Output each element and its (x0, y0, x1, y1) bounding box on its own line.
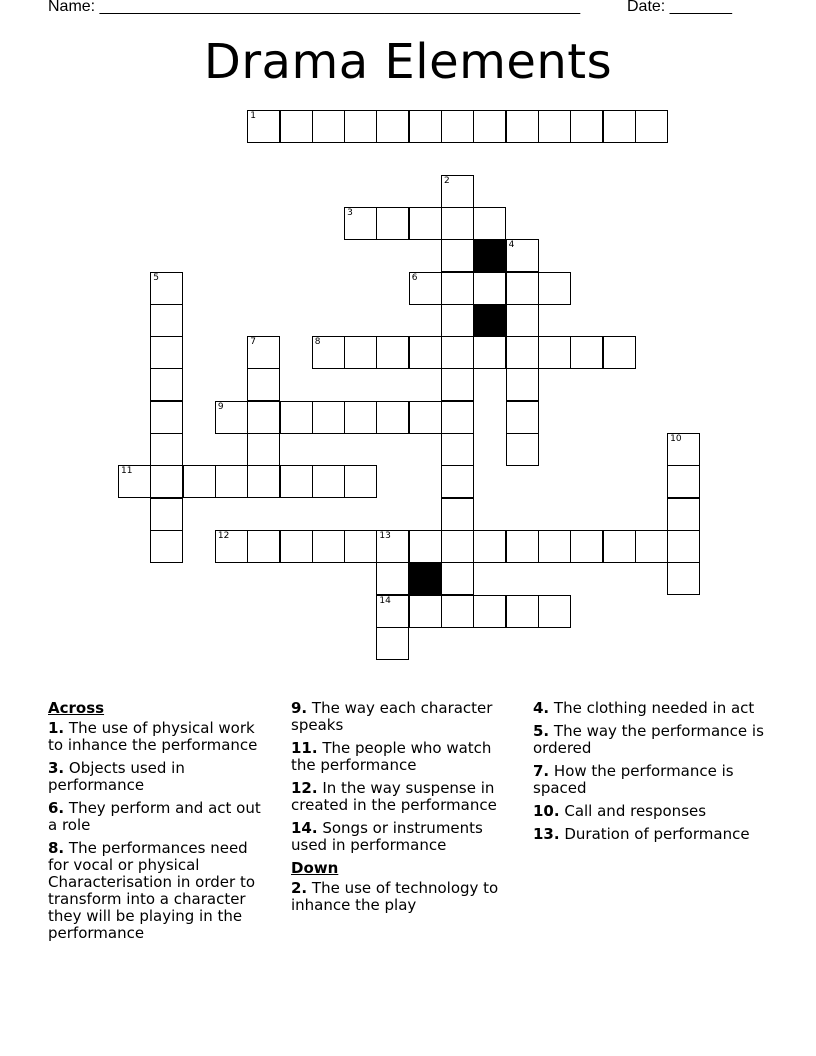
grid-cell[interactable] (441, 595, 474, 628)
grid-cell[interactable] (570, 110, 603, 143)
black-cell (409, 562, 442, 595)
grid-cell[interactable] (473, 110, 506, 143)
grid-cell[interactable] (441, 272, 474, 305)
clues-column-2 (291, 700, 516, 920)
down-clue-list-continued (533, 700, 768, 843)
grid-cell[interactable] (506, 595, 539, 628)
grid-cell[interactable] (441, 368, 474, 401)
clue-item-across (48, 720, 273, 754)
clue-text: The people who watch the performance (291, 739, 492, 774)
down-clue-list (291, 880, 516, 914)
grid-cell[interactable] (376, 336, 409, 369)
grid-cell[interactable] (667, 433, 700, 466)
clue-item-across (291, 820, 516, 854)
clue-item-down (291, 880, 516, 914)
grid-cell[interactable] (344, 207, 377, 240)
grid-cell[interactable] (441, 239, 474, 272)
grid-cell[interactable] (409, 530, 442, 563)
clue-item-down (533, 700, 768, 717)
grid-cell[interactable] (667, 465, 700, 498)
grid-cell[interactable] (280, 530, 313, 563)
clue-item-across (291, 780, 516, 814)
grid-cell[interactable] (280, 110, 313, 143)
clue-number-label: 4. (533, 699, 550, 717)
clue-number: 12 (217, 530, 230, 541)
grid-cell[interactable] (280, 401, 313, 434)
grid-cell[interactable] (409, 401, 442, 434)
clue-number: 8 (314, 337, 321, 348)
grid-cell[interactable] (280, 465, 313, 498)
grid-cell[interactable] (506, 401, 539, 434)
clues-column-3 (533, 700, 768, 849)
grid-cell[interactable] (603, 110, 636, 143)
grid-cell[interactable] (570, 530, 603, 563)
grid-cell[interactable] (376, 562, 409, 595)
black-cell (473, 239, 506, 272)
grid-cell[interactable] (667, 498, 700, 531)
grid-cell[interactable] (376, 401, 409, 434)
grid-cell[interactable] (150, 368, 183, 401)
grid-cell[interactable] (247, 336, 280, 369)
grid-cell[interactable] (150, 498, 183, 531)
grid-cell[interactable] (506, 530, 539, 563)
grid-cell[interactable] (344, 336, 377, 369)
clue-text: The clothing needed in act (549, 699, 755, 717)
grid-cell[interactable] (150, 401, 183, 434)
clue-number: 9 (217, 401, 224, 412)
grid-cell[interactable] (344, 530, 377, 563)
grid-cell[interactable] (150, 272, 183, 305)
clue-number: 13 (379, 530, 391, 541)
grid-cell[interactable] (376, 530, 409, 563)
grid-cell[interactable] (506, 239, 539, 272)
grid-cell[interactable] (506, 304, 539, 337)
clue-number-label: 14. (291, 819, 318, 837)
clue-number-label: 10. (533, 802, 560, 820)
clue-item-across (48, 800, 273, 834)
grid-cell[interactable] (506, 272, 539, 305)
grid-cell[interactable] (473, 207, 506, 240)
grid-cell[interactable] (312, 336, 345, 369)
across-clue-list (48, 720, 273, 942)
clue-item-down (533, 826, 768, 843)
clue-text: The way the performance is ordered (533, 722, 764, 757)
grid-cell[interactable] (409, 336, 442, 369)
grid-cell[interactable] (376, 207, 409, 240)
clue-text: The performances need for vocal or physical Characterisation in order to transform into a character they will be playing in the performance (48, 839, 255, 942)
name-field-label: Name: ______________________________________________________ (48, 0, 581, 15)
grid-cell[interactable] (312, 465, 345, 498)
across-clue-list-continued (291, 700, 516, 854)
grid-cell[interactable] (441, 465, 474, 498)
clue-text: Songs or instruments used in performance (291, 819, 483, 854)
grid-cell[interactable] (409, 272, 442, 305)
grid-cell[interactable] (409, 207, 442, 240)
grid-cell[interactable] (538, 530, 571, 563)
grid-cell[interactable] (441, 304, 474, 337)
grid-cell[interactable] (667, 530, 700, 563)
clue-number: 11 (121, 466, 133, 477)
grid-cell[interactable] (506, 433, 539, 466)
grid-cell[interactable] (506, 336, 539, 369)
clue-item-down (533, 723, 768, 757)
across-heading: Across (48, 699, 105, 717)
grid-cell[interactable] (506, 110, 539, 143)
grid-cell[interactable] (441, 336, 474, 369)
clue-number-label: 13. (533, 825, 560, 843)
grid-cell[interactable] (667, 562, 700, 595)
clue-number-label: 3. (48, 759, 65, 777)
clue-text: Call and responses (559, 802, 707, 820)
date-field-label: Date: _______ (627, 0, 732, 15)
clue-number: 6 (411, 272, 418, 283)
grid-cell[interactable] (473, 272, 506, 305)
grid-cell[interactable] (247, 401, 280, 434)
grid-cell[interactable] (441, 498, 474, 531)
grid-cell[interactable] (473, 530, 506, 563)
grid-cell[interactable] (215, 530, 248, 563)
grid-cell[interactable] (247, 110, 280, 143)
grid-cell[interactable] (441, 207, 474, 240)
clue-text: The way each character speaks (291, 699, 493, 734)
grid-cell[interactable] (344, 401, 377, 434)
clue-number: 2 (444, 175, 450, 186)
clue-number-label: 12. (291, 779, 318, 797)
clue-text: The use of physical work to inhance the performance (48, 719, 258, 754)
grid-cell[interactable] (376, 595, 409, 628)
clue-text: How the performance is spaced (533, 762, 734, 797)
clue-text: The use of technology to inhance the play (291, 879, 499, 914)
clue-number: 10 (670, 434, 682, 444)
grid-cell[interactable] (312, 530, 345, 563)
clue-item-across (48, 760, 273, 794)
clue-number-label: 2. (291, 879, 308, 897)
grid-cell[interactable] (183, 465, 216, 498)
grid-cell[interactable] (215, 465, 248, 498)
clue-text: They perform and act out a role (48, 799, 261, 834)
grid-cell[interactable] (150, 304, 183, 337)
grid-cell[interactable] (441, 530, 474, 563)
clue-number-label: 8. (48, 839, 65, 857)
clue-item-down (533, 763, 768, 797)
grid-cell[interactable] (441, 433, 474, 466)
clue-number: 1 (250, 111, 256, 121)
clue-number-label: 9. (291, 699, 308, 717)
clue-item-across (48, 840, 273, 942)
grid-cell[interactable] (344, 110, 377, 143)
grid-cell[interactable] (215, 401, 248, 434)
clue-item-across (291, 700, 516, 734)
grid-cell[interactable] (376, 627, 409, 660)
grid-cell[interactable] (150, 336, 183, 369)
clue-text: Duration of performance (559, 825, 750, 843)
clue-number-label: 1. (48, 719, 65, 737)
clue-number: 4 (508, 240, 515, 251)
grid-cell[interactable] (247, 465, 280, 498)
grid-cell[interactable] (247, 530, 280, 563)
grid-cell[interactable] (150, 465, 183, 498)
clue-number-label: 7. (533, 762, 550, 780)
clue-number-label: 5. (533, 722, 550, 740)
grid-cell[interactable] (441, 562, 474, 595)
grid-cell[interactable] (150, 530, 183, 563)
grid-cell[interactable] (473, 336, 506, 369)
grid-cell[interactable] (441, 175, 474, 208)
grid-cell[interactable] (150, 433, 183, 466)
grid-cell[interactable] (635, 530, 668, 563)
grid-cell[interactable] (603, 336, 636, 369)
clue-item-down (533, 803, 768, 820)
black-cell (473, 304, 506, 337)
grid-cell[interactable] (441, 110, 474, 143)
grid-cell[interactable] (570, 336, 603, 369)
grid-cell[interactable] (538, 272, 571, 305)
clue-number: 7 (250, 337, 256, 348)
grid-cell[interactable] (118, 465, 151, 498)
grid-cell[interactable] (538, 595, 571, 628)
clue-number-label: 11. (291, 739, 318, 757)
grid-cell[interactable] (538, 336, 571, 369)
grid-cell[interactable] (312, 401, 345, 434)
clue-number: 14 (379, 595, 391, 606)
clue-item-across (291, 740, 516, 774)
grid-cell[interactable] (312, 110, 345, 143)
page-title: Drama Elements (203, 34, 613, 90)
clue-number-label: 6. (48, 799, 65, 817)
clue-text: Objects used in performance (48, 759, 185, 794)
grid-cell[interactable] (635, 110, 668, 143)
grid-cell[interactable] (603, 530, 636, 563)
down-heading: Down (291, 859, 339, 877)
clue-number: 5 (153, 272, 160, 283)
grid-cell[interactable] (376, 110, 409, 143)
clue-number: 3 (347, 207, 353, 218)
grid-cell[interactable] (409, 595, 442, 628)
grid-cell[interactable] (344, 465, 377, 498)
clue-text: In the way suspense in created in the performance (291, 779, 497, 814)
grid-cell[interactable] (441, 401, 474, 434)
grid-cell[interactable] (506, 368, 539, 401)
grid-cell[interactable] (247, 368, 280, 401)
clues-column-1 (48, 700, 273, 948)
grid-cell[interactable] (473, 595, 506, 628)
grid-cell[interactable] (247, 433, 280, 466)
grid-cell[interactable] (538, 110, 571, 143)
grid-cell[interactable] (409, 110, 442, 143)
